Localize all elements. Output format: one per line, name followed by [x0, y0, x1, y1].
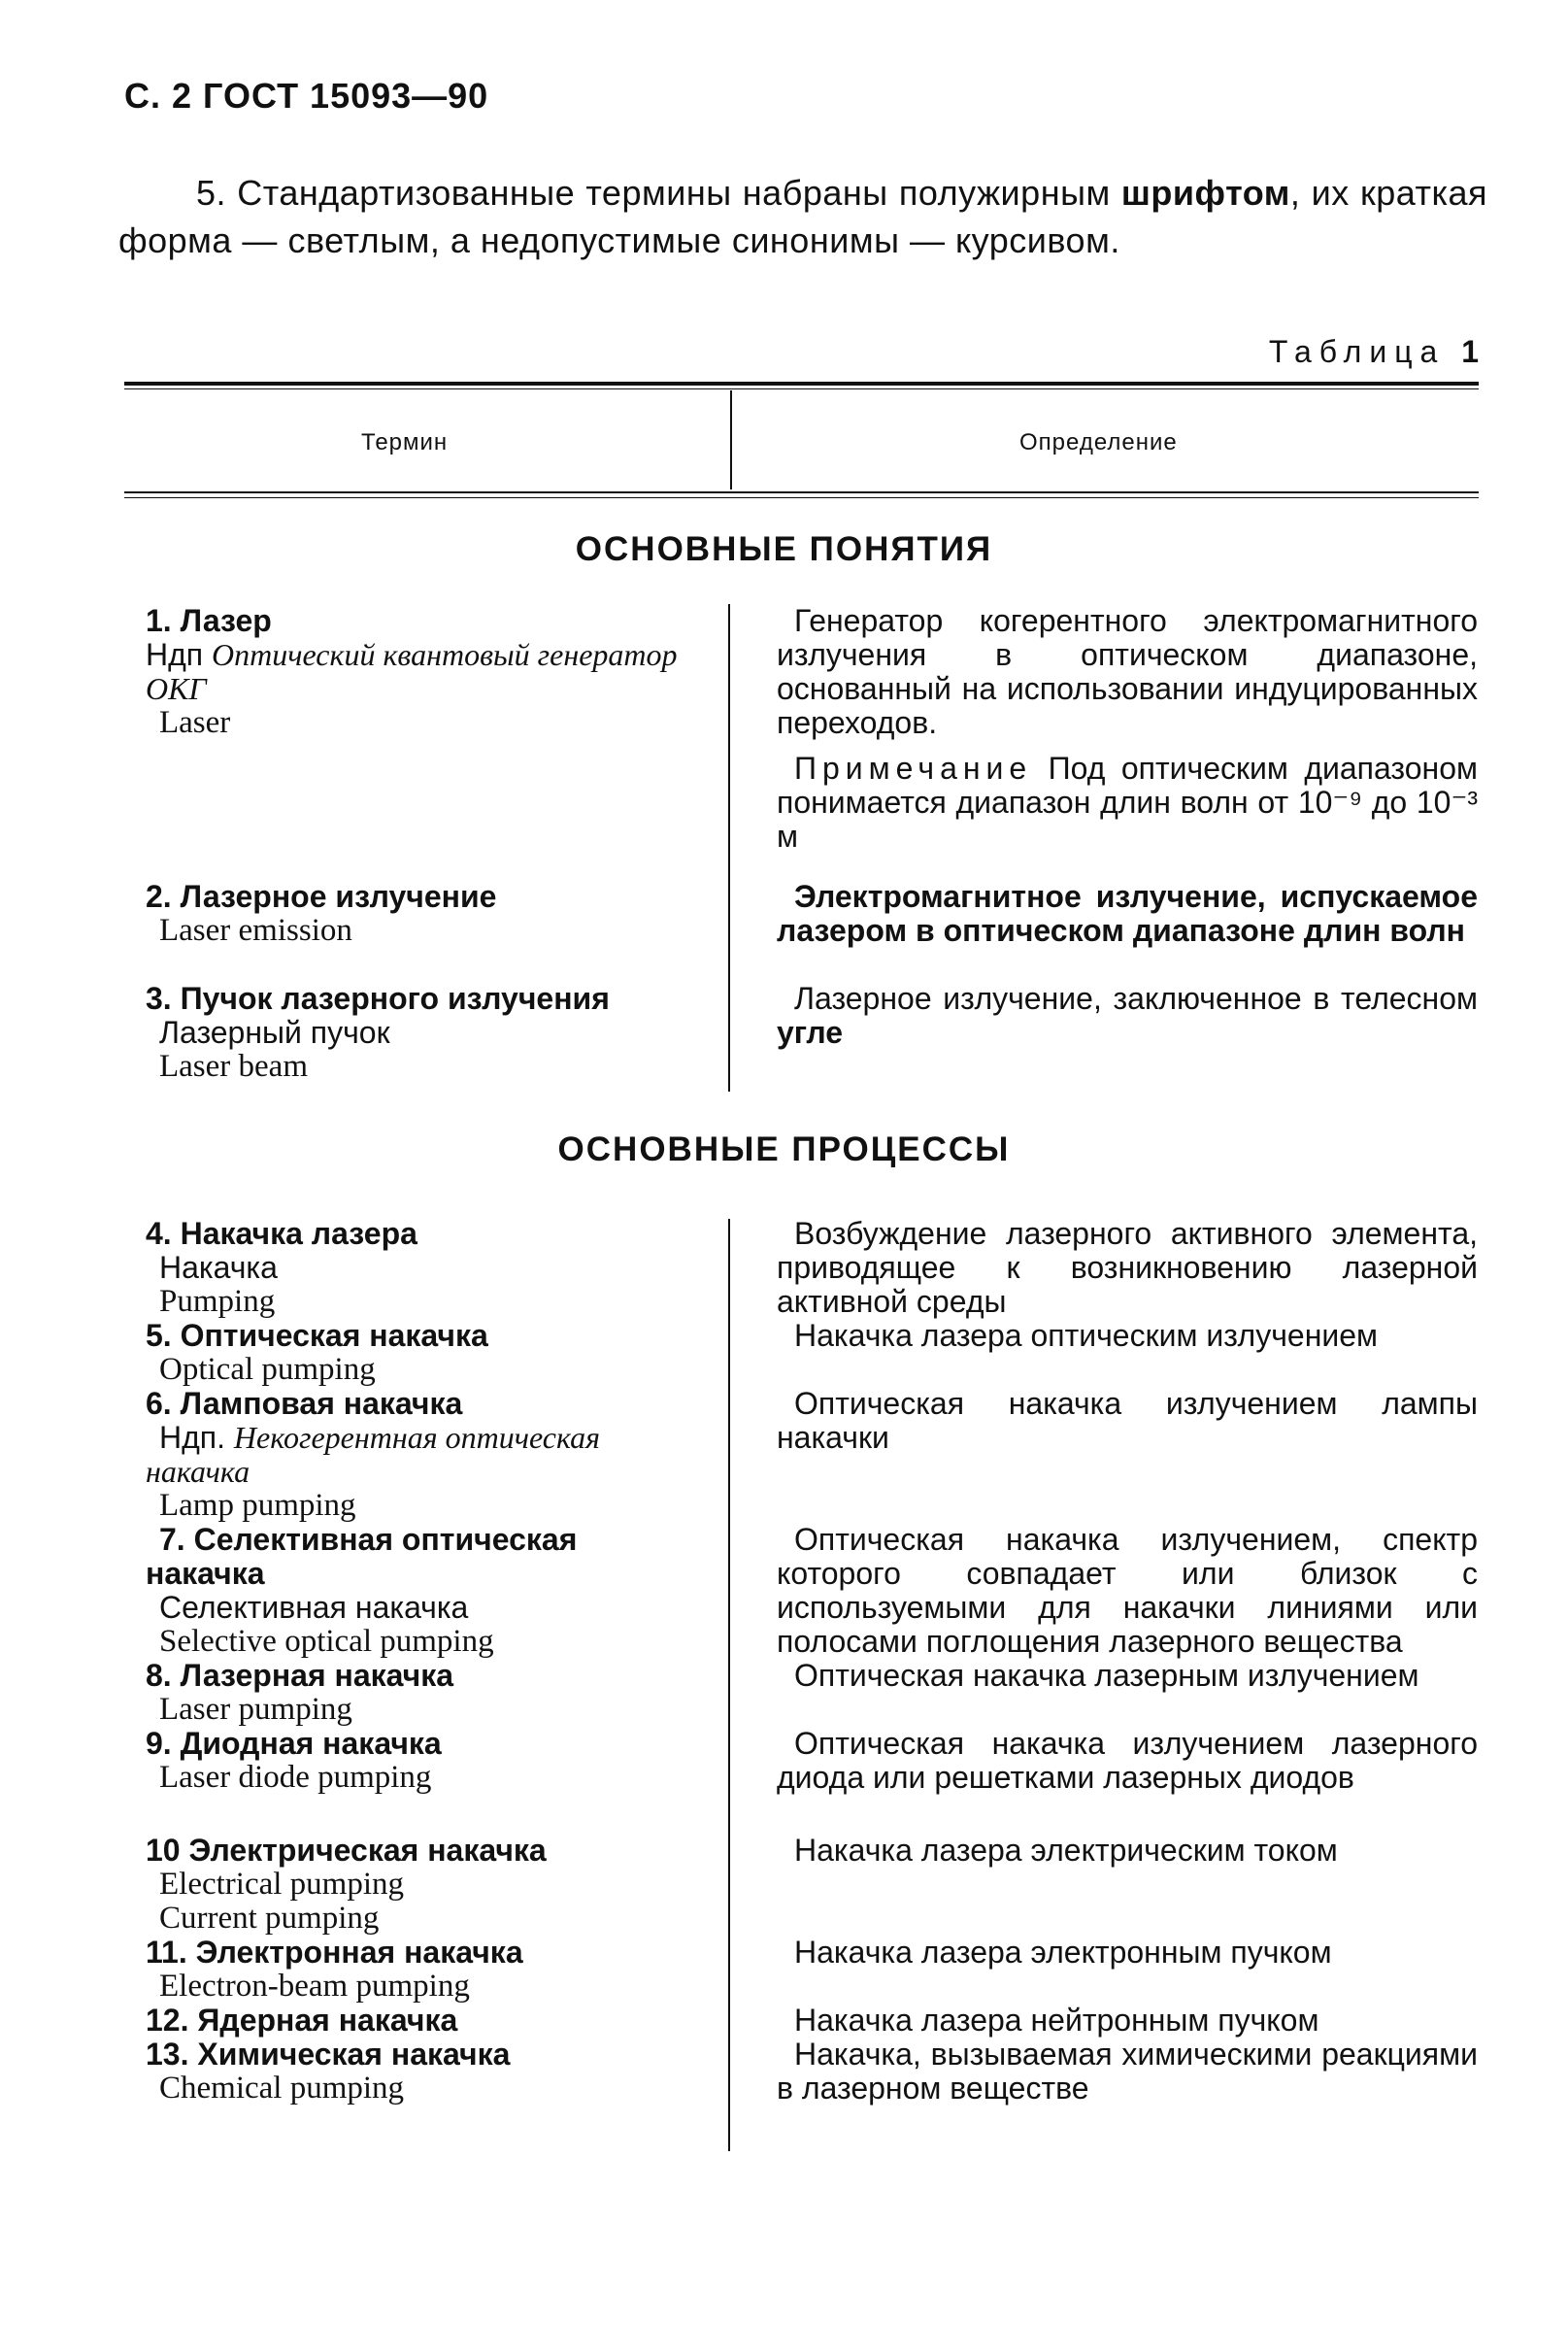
table-caption-number: 1 [1461, 334, 1479, 369]
definition-13-text: Накачка, вызываемая химическими реакциями в лазерном веществе [777, 2037, 1478, 2106]
term-13-english: Chemical pumping [159, 2071, 405, 2106]
term-3 [146, 982, 699, 1084]
definition-10 [777, 1834, 1478, 1868]
note-label: Примечание [794, 751, 1033, 786]
definition-2-text: Электромагнитное излучение, испускаемое лазером в оптическом диапазоне длин волн [777, 879, 1478, 948]
term-9-name: 9. Диодная накачка [146, 1726, 442, 1761]
intro-bold-word: шрифтом [1120, 173, 1290, 213]
term-6 [146, 1387, 699, 1523]
term-8-english: Laser pumping [159, 1692, 352, 1727]
section-title-basic-processes: ОСНОВНЫЕ ПРОЦЕССЫ [557, 1130, 1011, 1168]
term-7-english: Selective optical pumping [159, 1624, 494, 1659]
definition-2 [777, 880, 1478, 948]
term-1-english: Laser [159, 705, 231, 740]
term-6-name: 6. Ламповая накачка [146, 1386, 463, 1421]
term-11-name: 11. Электронная накачка [146, 1935, 523, 1970]
definition-11-text: Накачка лазера электронным пучком [794, 1935, 1332, 1970]
term-8 [146, 1659, 699, 1727]
term-2 [146, 880, 699, 948]
term-12-name: 12. Ядерная накачка [146, 2003, 458, 2038]
term-4-english: Pumping [159, 1284, 276, 1319]
term-10-name: 10 Электрическая накачка [146, 1833, 547, 1868]
definition-12 [777, 2004, 1478, 2038]
column-separator-2 [728, 1219, 730, 2151]
term-10 [146, 1834, 699, 1936]
intro-text-2: , их краткая форма — светлым, а недопустимые синонимы — [118, 173, 1487, 260]
term-2-name: 2. Лазерное излучение [146, 879, 497, 914]
section-title-basic-concepts: ОСНОВНЫЕ ПОНЯТИЯ [575, 530, 993, 568]
column-header-definition: Определение [1019, 429, 1178, 455]
definition-8 [777, 1659, 1478, 1693]
note-text: Под оптическим диапазоном понимается диапазон длин волн от 10⁻⁹ до 10⁻³ м [777, 751, 1478, 854]
term-3-short: Лазерный пучок [159, 1015, 390, 1050]
table-top-rule-thin [124, 388, 1479, 389]
term-7-name: 7. Селективная оптическая накачка [146, 1522, 578, 1591]
term-10-english-1: Electrical pumping [159, 1867, 404, 1902]
intro-paragraph [118, 169, 1487, 264]
term-5 [146, 1319, 699, 1387]
term-11 [146, 1936, 699, 2004]
table-top-rule [124, 382, 1479, 386]
term-8-name: 8. Лазерная накачка [146, 1658, 454, 1693]
definition-3-text: Лазерное излучение, заключенное в телесном [794, 981, 1478, 1016]
term-5-english: Optical pumping [159, 1352, 376, 1387]
definition-4-text: Возбуждение лазерного активного элемента, приводящее к возникновению лазерной активной среды [777, 1216, 1478, 1319]
definition-11 [777, 1936, 1478, 1970]
table-caption [1269, 334, 1479, 370]
term-4 [146, 1217, 699, 1319]
term-5-name: 5. Оптическая накачка [146, 1318, 488, 1353]
definition-12-text: Накачка лазера нейтронным пучком [794, 2003, 1319, 2038]
header-column-separator [730, 390, 732, 489]
definition-1 [777, 604, 1478, 854]
term-4-short: Накачка [159, 1250, 278, 1285]
table-caption-word: Таблица [1268, 334, 1446, 369]
definition-7 [777, 1523, 1478, 1659]
deprecated-label: Ндп [146, 637, 204, 672]
table-header-rule-thin [124, 497, 1479, 498]
term-3-english: Laser beam [159, 1049, 308, 1084]
term-13 [146, 2038, 699, 2106]
term-1 [146, 604, 699, 740]
term-13-name: 13. Химическая накачка [146, 2037, 511, 2072]
definition-1-note [777, 752, 1478, 854]
intro-text: 5. Стандартизованные термины набраны полужирным [196, 173, 1121, 213]
term-3-name: 3. Пучок лазерного излучения [146, 981, 610, 1016]
definition-3 [777, 982, 1478, 1050]
definition-9-text: Оптическая накачка излучением лазерного диода или решетками лазерных диодов [777, 1726, 1478, 1795]
intro-text-end: . [1110, 220, 1120, 260]
term-4-name: 4. Накачка лазера [146, 1216, 417, 1251]
term-9 [146, 1727, 699, 1795]
term-7-short: Селективная накачка [159, 1590, 469, 1625]
definition-4 [777, 1217, 1478, 1319]
deprecated-synonym: Некогерентная оптическая накачка [146, 1420, 600, 1489]
definition-5-text: Накачка лазера оптическим излучением [794, 1318, 1379, 1353]
term-7 [146, 1523, 699, 1659]
term-12 [146, 2004, 699, 2038]
term-6-deprecated [146, 1421, 699, 1489]
page-header: С. 2 ГОСТ 15093—90 [124, 76, 489, 116]
definition-5 [777, 1319, 1478, 1353]
deprecated-synonym: Оптический квантовый генератор ОКГ [146, 637, 678, 706]
definition-8-text: Оптическая накачка лазерным излучением [794, 1658, 1419, 1693]
definition-10-text: Накачка лазера электрическим током [794, 1833, 1338, 1868]
term-6-english: Lamp pumping [159, 1488, 356, 1523]
deprecated-label: Ндп. [159, 1420, 225, 1455]
term-11-english: Electron-beam pumping [159, 1969, 470, 2004]
definition-1-text: Генератор когерентного электромагнитного излучения в оптическом диапазоне, основанный на использовании индуцированных переходов. [777, 603, 1478, 740]
definition-6-text: Оптическая накачка излучением лампы накачки [777, 1386, 1478, 1455]
definition-13 [777, 2038, 1478, 2106]
intro-italic-word: курсивом [954, 220, 1111, 260]
term-1-name: 1. Лазер [146, 603, 272, 638]
table-header-rule [124, 491, 1479, 493]
definition-6 [777, 1387, 1478, 1455]
column-separator-1 [728, 604, 730, 1092]
definition-9 [777, 1727, 1478, 1795]
definition-7-text: Оптическая накачка излучением, спектр которого совпадает или близок с используемыми для накачки линиями или полосами поглощения лазерного вещества [777, 1522, 1478, 1659]
term-1-deprecated [146, 638, 699, 706]
definition-3-bold: угле [777, 1015, 844, 1050]
term-10-english-2: Current pumping [159, 1901, 380, 1936]
column-header-term: Термин [361, 429, 449, 455]
term-9-english: Laser diode pumping [159, 1760, 432, 1795]
term-2-english: Laser emission [159, 913, 352, 948]
